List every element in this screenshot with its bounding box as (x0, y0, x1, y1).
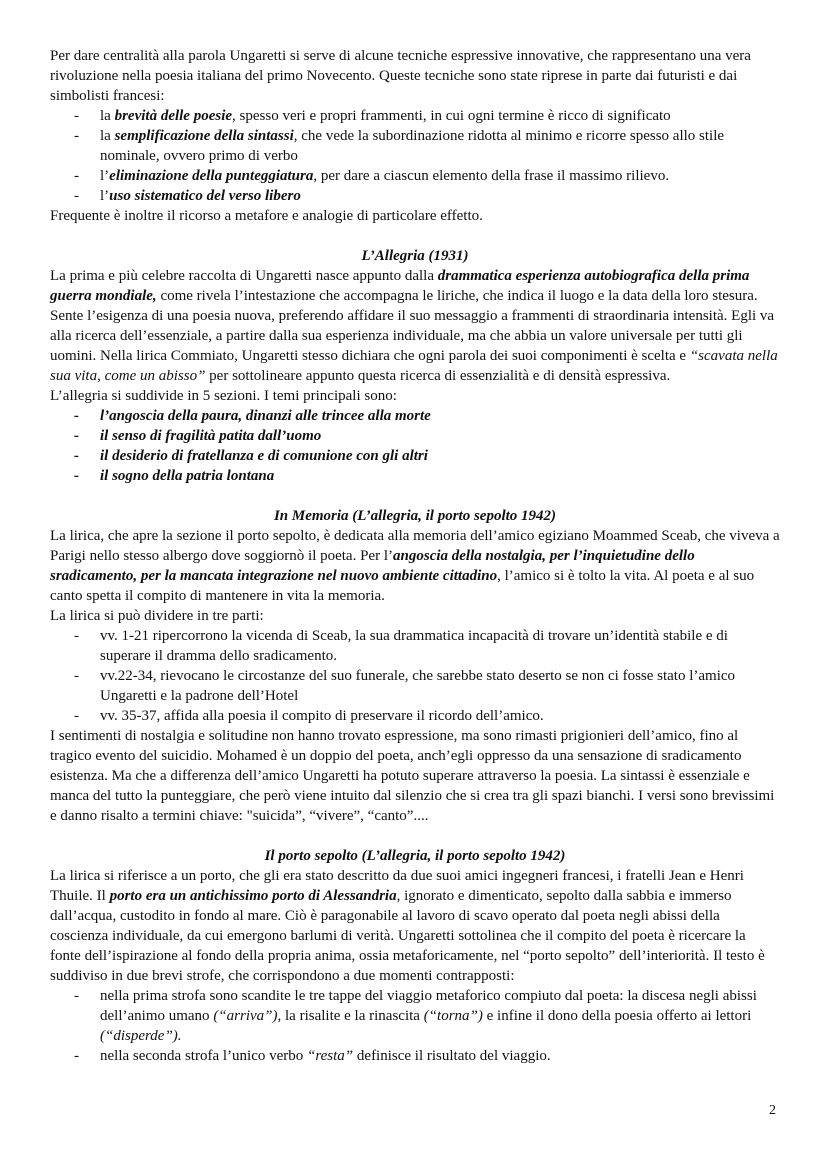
list-item: - il senso di fragilità patita dall’uomo (50, 426, 780, 446)
section-title-allegria: L’Allegria (1931) (361, 248, 469, 264)
intro-paragraph: Per dare centralità alla parola Ungaretti si serve di alcune tecniche espressive innovative, che rappresentano una vera rivoluzione nella poesia italiana del primo Novecento. Queste tecniche sono state riprese in parte dai futuristi e dai simbolisti francesi: (50, 48, 751, 104)
list-item: - la semplificazione della sintassi, che vede la subordinazione ridotta al minimo e ricorre spesso allo stile nominale, ovvero primo di verbo (50, 126, 780, 166)
list-item: - l’uso sistematico del verso libero (50, 186, 780, 206)
techniques-list (50, 106, 780, 206)
allegria-paragraph: La prima e più celebre raccolta di Ungaretti nasce appunto dalla drammatica esperienza autobiografica della prima guerra mondiale, come rivela l’intestazione che accompagna le liriche, che indica il luogo e la data della loro stesura. Sente l’esigenza di una poesia nuova, preferendo affidare il suo messaggio a frammenti di straordinaria intensità. Egli va alla ricerca dell’essenziale, a partire dalla sua esperienza individuale, ma che abbia un valore universale per tutti gli uomini. Nella lirica Commiato, Ungaretti stesso dichiara che ogni parola dei suoi componimenti è scelta e “scavata nella sua vita, come un abisso” per sottolineare appunto questa ricerca di essenzialità e di densità espressiva. (50, 268, 778, 384)
memoria-paragraph: La lirica, che apre la sezione il porto sepolto, è dedicata alla memoria dell’amico egiziano Moammed Sceab, che viveva a Parigi nello stesso albergo dove soggiornò il poeta. Per l’angoscia della nostalgia, per l’inquietudine dello sradicamento, per la mancata integrazione nel nuovo ambiente cittadino, l’amico si è tolto la vita. Al poeta e al suo canto spetta il compito di mantenere in vita la memoria. (50, 528, 780, 604)
list-item: - l’eliminazione della punteggiatura, per dare a ciascun elemento della frase il massimo rilievo. (50, 166, 780, 186)
list-item: - il desiderio di fratellanza e di comunione con gli altri (50, 446, 780, 466)
intro-closing: Frequente è inoltre il ricorso a metafore e analogie di particolare effetto. (50, 208, 483, 224)
themes-list (50, 406, 780, 486)
strofe-list (50, 986, 780, 1066)
list-item: - vv. 35-37, affida alla poesia il compito di preservare il ricordo dell’amico. (50, 706, 780, 726)
list-item: - il sogno della patria lontana (50, 466, 780, 486)
page-content (50, 46, 780, 1066)
page-number: 2 (769, 1103, 776, 1118)
porto-paragraph: La lirica si riferisce a un porto, che gli era stato descritto da due suoi amici ingegneri francesi, i fratelli Jean e Henri Thuile. Il porto era un antichissimo porto di Alessandria, ignorato e dimenticato, sepolto dalla sabbia e immerso dall’acqua, custodito in fondo al mare. Ciò è paragonabile al lavoro di scavo operato dal poeta negli abissi della coscienza individuale, da cui emergono barlumi di verità. Ungaretti sottolinea che il compito del poeta è ricercare la fonte dell’ispirazione al fondo della propria anima, ossia metaforicamente, nel “porto sepolto” dell’interiorità. Il testo è suddiviso in due brevi strofe, che corrispondono a due momenti contrapposti: (50, 868, 765, 984)
parts-list (50, 626, 780, 726)
section-title-porto: Il porto sepolto (L’allegria, il porto sepolto 1942) (264, 848, 566, 864)
list-item: - vv. 1-21 ripercorrono la vicenda di Sceab, la sua drammatica incapacità di trovare un’identità stabile e di superare il dramma dello sradicamento. (50, 626, 780, 666)
allegria-sections: L’allegria si suddivide in 5 sezioni. I temi principali sono: (50, 388, 397, 404)
memoria-parts-intro: La lirica si può dividere in tre parti: (50, 608, 264, 624)
memoria-analysis: I sentimenti di nostalgia e solitudine non hanno trovato espressione, ma sono rimasti prigionieri dell’amico, fino al tragico evento del suicidio. Mohamed è un doppio del poeta, anch’egli oppresso da una sensazione di sradicamento esistenza. Ma che a differenza dell’amico Ungaretti ha potuto superare attraverso la poesia. La sintassi è essenziale e manca del tutto la punteggiare, che però viene intuito dal silenzio che si crea tra gli spazi bianchi. I versi sono brevissimi e danno risalto a termini chiave: "suicida”, “vivere”, “canto”.... (50, 728, 775, 824)
section-title-memoria: In Memoria (L’allegria, il porto sepolto 1942) (273, 508, 557, 524)
list-item: - nella prima strofa sono scandite le tre tappe del viaggio metaforico compiuto dal poeta: la discesa negli abissi dell’animo umano (“arriva”), la risalite e la rinascita (“torna”) e infine il dono della poesia offerto ai lettori (“disperde”). (50, 986, 780, 1046)
list-item: - nella seconda strofa l’unico verbo “resta” definisce il risultato del viaggio. (50, 1046, 780, 1066)
list-item: - vv.22-34, rievocano le circostanze del suo funerale, che sarebbe stato deserto se non ci fosse stato l’amico Ungaretti e la padrone dell’Hotel (50, 666, 780, 706)
list-item: - l’angoscia della paura, dinanzi alle trincee alla morte (50, 406, 780, 426)
list-item: - la brevità delle poesie, spesso veri e propri frammenti, in cui ogni termine è ricco di significato (50, 106, 780, 126)
